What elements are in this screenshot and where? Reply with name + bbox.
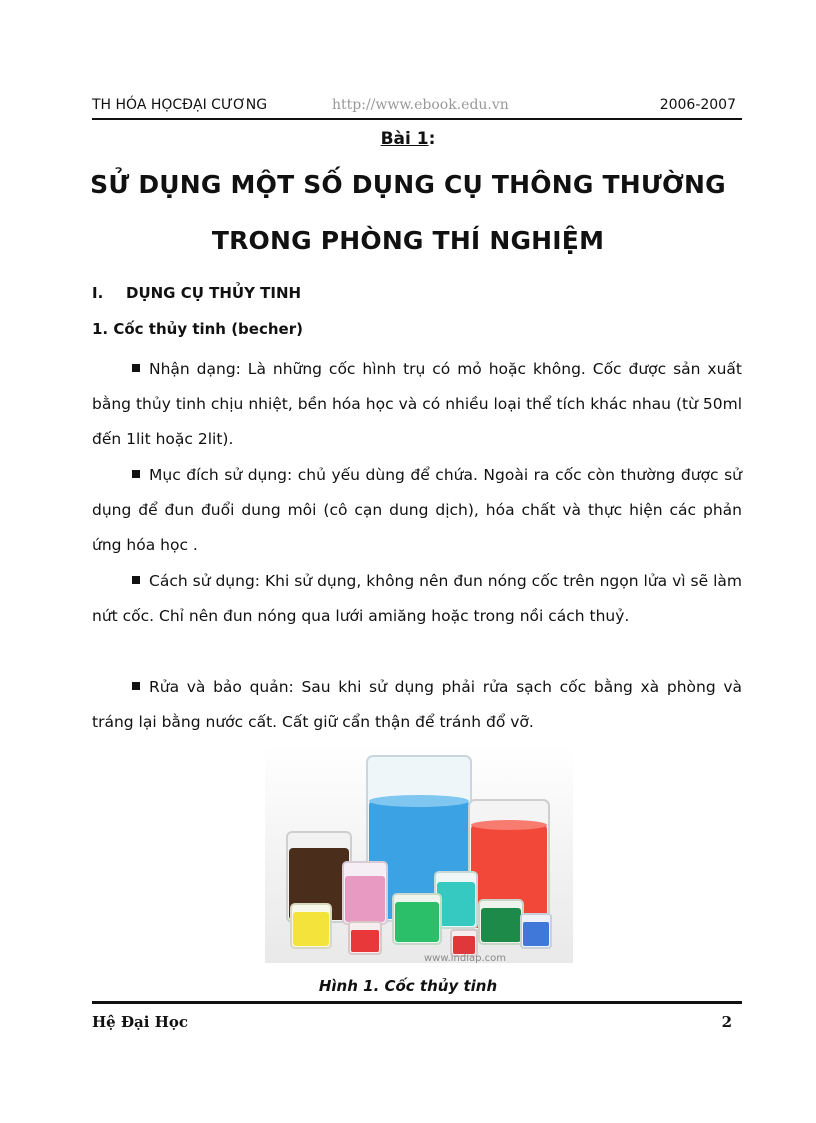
paragraph-text: Rửa và bảo quản: Sau khi sử dụng phải rửa sạch cốc bằng xà phòng và tráng lại bằng nước cất. Cất giữ cẩn thận để tránh đổ vỡ. (92, 678, 742, 731)
lesson-number: Bài 1 (380, 129, 429, 149)
paragraph-identification (92, 352, 742, 457)
pink-beaker (343, 862, 387, 924)
dark-green-beaker (479, 900, 523, 944)
figure-caption: Hình 1. Cốc thủy tinh (318, 977, 498, 995)
photo-watermark: www.indiap.com (423, 953, 507, 963)
header-year: 2006-2007 (659, 97, 736, 113)
lesson-label (0, 129, 816, 149)
section-title: DỤNG CỤ THỦY TINH (126, 284, 302, 302)
beakers-photo (265, 744, 573, 963)
small-red-beaker (349, 922, 381, 954)
paragraph-cleaning (92, 670, 742, 740)
bullet-icon (132, 364, 140, 372)
section-heading (92, 284, 301, 302)
lesson-colon: : (428, 129, 436, 149)
bullet-icon (132, 576, 140, 584)
paragraph-purpose (92, 458, 742, 563)
beakers-illustration (265, 744, 573, 963)
paragraph-usage (92, 564, 742, 634)
footer-program: Hệ Đại Học (92, 1013, 188, 1031)
bullet-icon (132, 682, 140, 690)
yellow-beaker (291, 904, 331, 948)
header-url[interactable]: http://www.ebook.edu.vn (332, 97, 509, 113)
page-title-line2: TRONG PHÒNG THÍ NGHIỆM (211, 226, 605, 255)
paragraph-text: Cách sử dụng: Khi sử dụng, không nên đun nóng cốc trên ngọn lửa vì sẽ làm nứt cốc. Chỉ nên đun nóng qua lưới amiăng hoặc trong nồi cách thuỷ. (92, 572, 742, 625)
subsection-heading: 1. Cốc thủy tinh (becher) (92, 320, 303, 338)
paragraph-text: Mục đích sử dụng: chủ yếu dùng để chứa. Ngoài ra cốc còn thường được sử dụng để đun đuổi dung môi (cô cạn dung dịch), hóa chất và thực hiện các phản ứng hóa học . (92, 466, 742, 554)
page-footer (92, 1001, 742, 1034)
green-beaker (393, 894, 441, 944)
page-header (92, 92, 742, 120)
header-course-title: TH HÓA HỌCĐẠI CƯƠNG (92, 97, 268, 113)
small-blue-beaker (521, 914, 551, 948)
paragraph-text: Nhận dạng: Là những cốc hình trụ có mỏ hoặc không. Cốc được sản xuất bằng thủy tinh chịu nhiệt, bền hóa học và có nhiều loại thể tích khác nhau (từ 50ml đến 1lit hoặc 2lit). (92, 360, 742, 448)
page-number: 2 (721, 1013, 732, 1031)
bullet-icon (132, 470, 140, 478)
section-number: I. (92, 284, 104, 302)
page-title-line1: SỬ DỤNG MỘT SỐ DỤNG CỤ THÔNG THƯỜNG (90, 170, 726, 199)
